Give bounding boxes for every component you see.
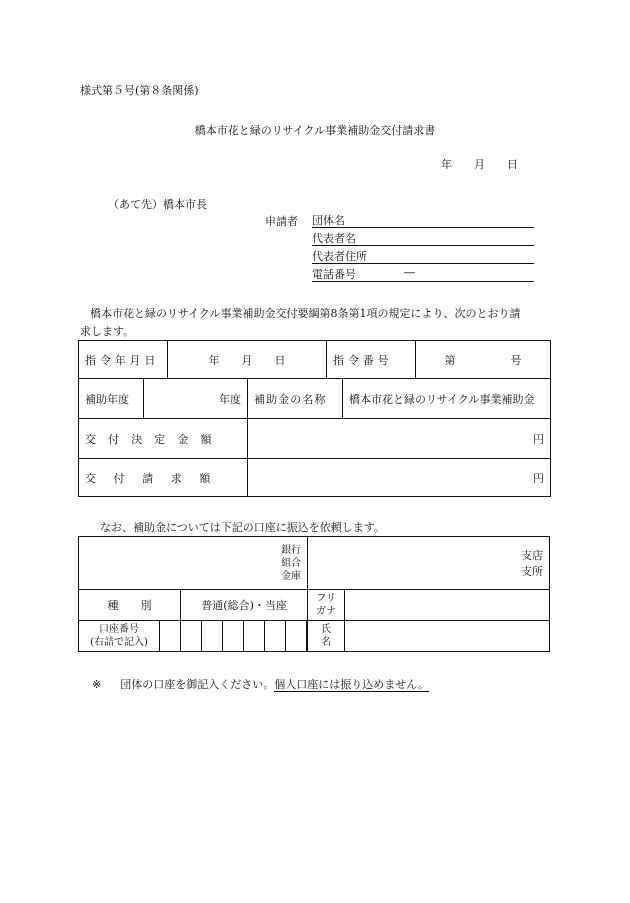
bank-table (78, 536, 550, 652)
main-table-lower (78, 378, 551, 497)
sub-branch-label: 支所 (521, 565, 543, 578)
representative-name-label: 代表者名 (312, 232, 356, 245)
account-digit-5[interactable] (244, 621, 265, 652)
order-date-label: 指令年月日 (79, 341, 168, 379)
bank-type-label: 銀行 (281, 544, 302, 556)
subsidy-year-label: 補助年度 (79, 379, 144, 419)
form-number: 様式第５号(第８条関係) (80, 84, 199, 97)
form-title: 橋本市花と緑のリサイクル事業補助金交付請求書 (194, 124, 436, 137)
order-number-cell[interactable]: 第 号 (416, 341, 551, 379)
body-text-line2: 求します。 (80, 325, 135, 338)
representative-name-field[interactable] (312, 230, 534, 246)
phone-number-field[interactable] (312, 266, 534, 282)
furigana-cell[interactable] (345, 590, 550, 621)
note-text-plain: 団体の口座を御記入ください。 (120, 678, 275, 691)
decided-amount-cell[interactable]: 円 (248, 419, 551, 459)
bank-name-cell[interactable] (79, 537, 308, 590)
account-number-label: 口座番号 (右詰で記入) (79, 621, 160, 652)
bank-intro: なお、補助金については下記の口座に振込を依頼します。 (100, 521, 385, 534)
addressee: （あて先）橋本市長 (108, 198, 207, 211)
account-digit-2[interactable] (181, 621, 202, 652)
phone-dash: ― (404, 266, 415, 279)
decided-amount-label: 交付決定金額 (79, 419, 248, 459)
body-text-line1: 橋本市花と緑のリサイクル事業補助金交付要綱第8条第1項の規定により、次のとおり請 (90, 307, 521, 320)
account-holder-label: 氏 名 (308, 621, 345, 652)
account-type-value[interactable]: 普通(総合)・当座 (181, 590, 308, 621)
group-name-label: 団体名 (312, 214, 345, 227)
account-type-label: 種 別 (79, 590, 181, 621)
credit-type-label: 金庫 (281, 570, 302, 582)
phone-number-label: 電話番号 (312, 268, 356, 281)
account-digit-4[interactable] (223, 621, 244, 652)
subsidy-name-value: 橋本市花と緑のリサイクル事業補助金 (343, 379, 551, 419)
date-line: 年 月 日 (441, 158, 518, 171)
representative-address-label: 代表者住所 (312, 250, 367, 263)
subsidy-year-cell[interactable]: 年度 (144, 379, 248, 419)
union-type-label: 組合 (281, 557, 302, 569)
footer-note (92, 676, 429, 692)
applicant-label: 申請者 (265, 215, 298, 228)
group-name-field[interactable] (312, 212, 534, 228)
subsidy-name-label: 補助金の名称 (248, 379, 343, 419)
account-digit-7[interactable] (286, 621, 307, 652)
account-digit-3[interactable] (202, 621, 223, 652)
order-number-label: 指令番号 (327, 341, 416, 379)
branch-label: 支店 (521, 549, 543, 562)
account-digit-6[interactable] (265, 621, 286, 652)
main-table (78, 340, 551, 379)
account-holder-cell[interactable] (345, 621, 550, 652)
request-amount-label: 交付請求額 (79, 459, 248, 497)
note-text-underlined: 個人口座には振り込めません。 (274, 678, 429, 691)
note-mark: ※ (92, 678, 102, 691)
representative-address-field[interactable] (312, 248, 534, 264)
request-amount-cell[interactable]: 円 (248, 459, 551, 497)
branch-name-cell[interactable] (308, 537, 550, 590)
order-date-cell[interactable]: 年 月 日 (168, 341, 327, 379)
furigana-label: フリ ガナ (308, 590, 345, 621)
account-digit-1[interactable] (160, 621, 181, 652)
